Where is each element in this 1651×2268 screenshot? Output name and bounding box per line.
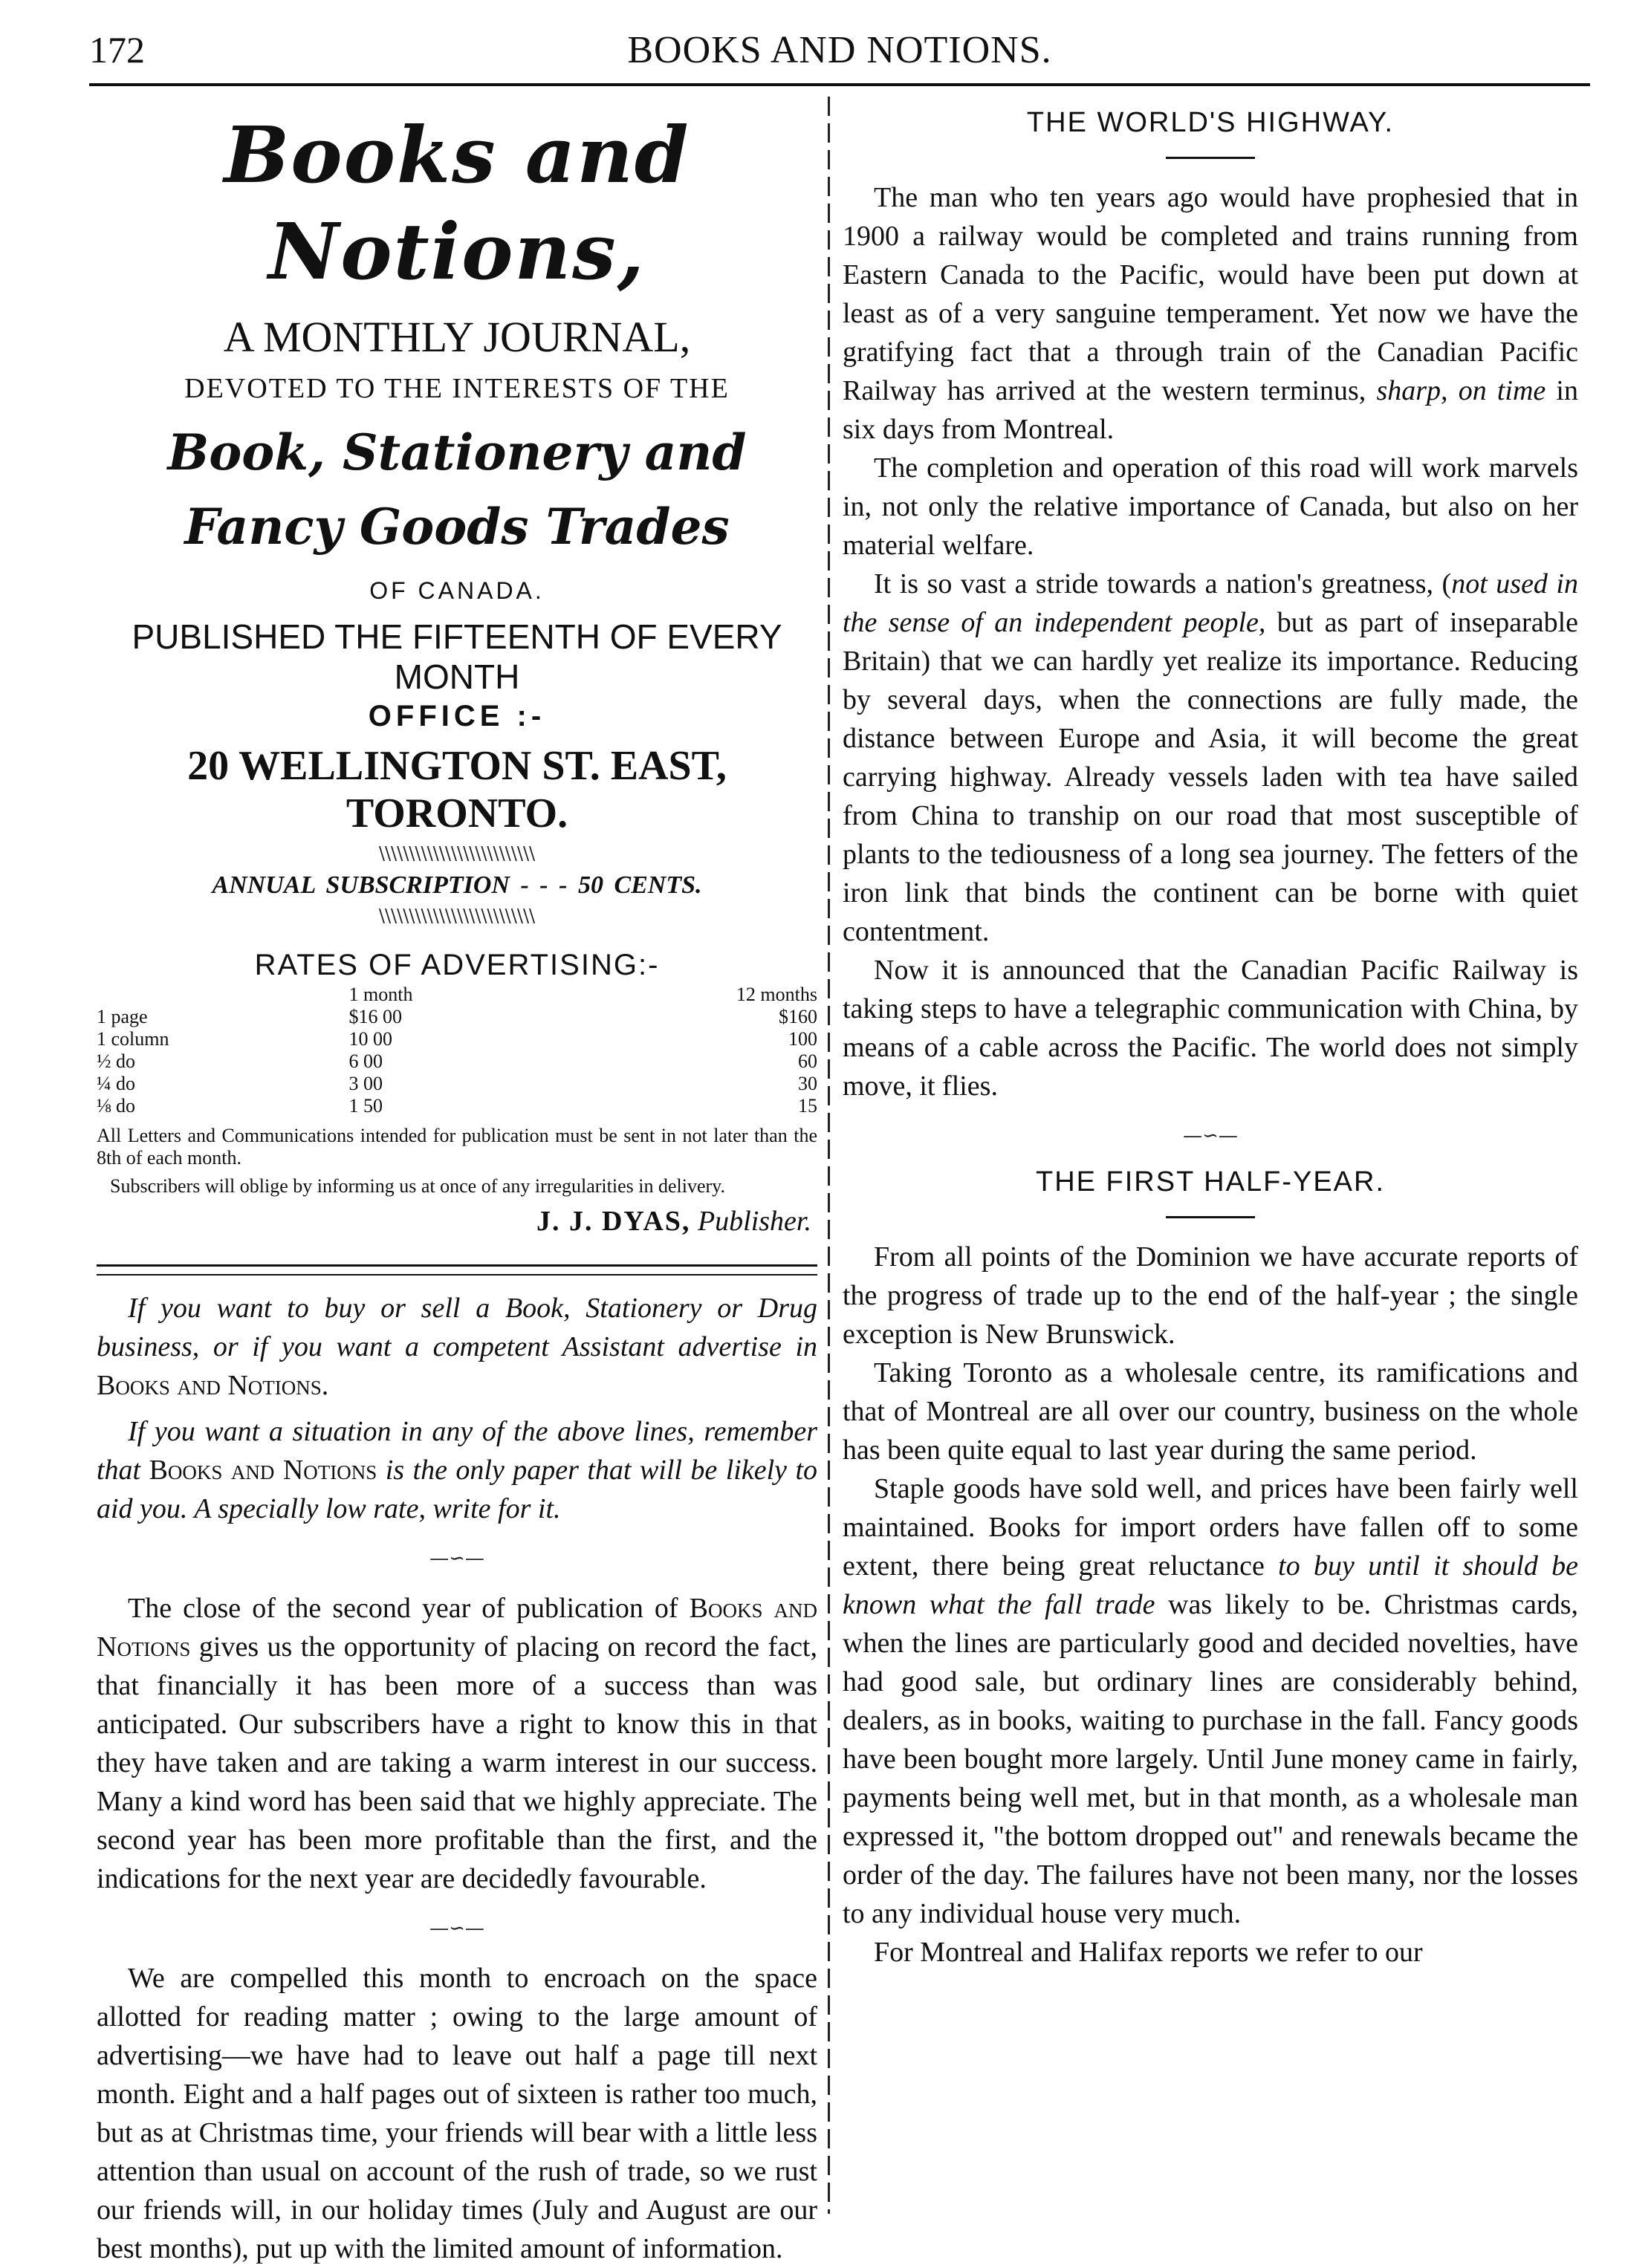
masthead-subtitle: A MONTHLY JOURNAL, bbox=[223, 313, 691, 361]
section-ornament: —∽— bbox=[1183, 1125, 1238, 1147]
zigzag-ornament: \\\\\\\\\\\\\\\\\\\\\\\\\\ bbox=[378, 906, 536, 926]
rate-month: 6 00 bbox=[348, 1050, 383, 1072]
running-header bbox=[89, 21, 1590, 80]
paragraph-text: was likely to be. Christmas cards, when the lines are particularly good and decided novelties, have had good sale, but ordinary lines are considerably behind, dealers, as in books, waiting to purchase in the fall. Fancy goods have been bought more largely. Until June money came in fairly, payments being well met, but in that month, as a wholesale man expressed it, "the bottom dropped out" and renewals became the order of the day. The failures have not been many, nor the losses to any individual house very much. bbox=[843, 1589, 1578, 1929]
rate-year: 100 bbox=[788, 1028, 817, 1050]
column-divider bbox=[828, 97, 830, 2214]
ad-paragraph bbox=[97, 1412, 817, 1528]
article-paragraph: Now it is announced that the Canadian Pacific Railway is taking steps to have a telegraphic communication with China, by means of a cable across the Pacific. The world does not simply move, it flies. bbox=[843, 955, 1578, 1102]
rate-year: $160 bbox=[779, 1006, 817, 1027]
rates-row bbox=[97, 1028, 817, 1050]
title-rule bbox=[1166, 1216, 1255, 1218]
emphasis-text: to buy until it should be known what the fall trade bbox=[843, 1550, 1578, 1620]
paragraph-text: but as part of inseparable Britain) that we can hardly yet realize its importance. Reducing by several days, when the connections are fully made, the distance between Europe and Asia, it will become the great carrying highway. Already vessels laden with tea have sailed from China to tranship on our road that most susceptible of plants to the tediousness of a long sea journey. The fetters of the iron link that binds the continent can be borne with quiet contentment. bbox=[843, 607, 1579, 947]
rate-item: ⅛ do bbox=[97, 1095, 135, 1117]
article-paragraph bbox=[843, 1469, 1578, 1933]
article-paragraph: For Montreal and Halifax reports we refer to our bbox=[874, 1937, 1423, 1968]
brand-name: Books and Notions bbox=[97, 1593, 817, 1663]
masthead-published: PUBLISHED THE FIFTEENTH OF EVERY MONTH bbox=[132, 617, 782, 696]
rate-year: 30 bbox=[798, 1073, 817, 1094]
second-year-paragraph bbox=[97, 1589, 817, 1898]
rate-month: 3 00 bbox=[348, 1073, 383, 1094]
annual-subscription: ANNUAL SUBSCRIPTION - - - 50 CENTS. bbox=[212, 871, 702, 899]
article-paragraph: Taking Toronto as a wholesale centre, its ramifications and that of Montreal are all over our country, business on the whole has been quite equal to last year during the same period. bbox=[843, 1357, 1578, 1466]
masthead-devoted: DEVOTED TO THE INTERESTS OF THE bbox=[184, 373, 730, 404]
rates-row bbox=[97, 1073, 817, 1095]
brand-name: Books and Notions bbox=[149, 1455, 377, 1486]
paragraph-text: in six days from Montreal. bbox=[843, 375, 1578, 445]
masthead-title: Books and Notions, bbox=[224, 109, 690, 297]
masthead-trades: Book, Stationery and Fancy Goods Trades bbox=[167, 423, 747, 556]
paragraph-text: gives us the opportunity of placing on record the fact, that financially it has been more of a success than was anticipated. Our subscribers have a right to know this in that they have taken and are taking a warm interest in our success. Many a kind word has been said that we highly appreciate. The second year has been more profitable than the first, and the indications for the next year are decidedly favourable. bbox=[97, 1631, 817, 1894]
ad-text: If you want to buy or sell a Book, Stationery or Drug business, or if you want a competent Assistant advertise in bbox=[97, 1293, 817, 1362]
rates-header-month: 1 month bbox=[348, 984, 413, 1005]
double-rule bbox=[97, 1264, 817, 1276]
rate-year: 15 bbox=[798, 1095, 817, 1117]
rates-row bbox=[97, 1050, 817, 1073]
rates-title: RATES OF ADVERTISING:- bbox=[254, 949, 660, 981]
section-ornament: —∽— bbox=[429, 1917, 484, 1940]
publisher-line bbox=[97, 1205, 817, 1238]
section-title-worlds-highway: THE WORLD'S HIGHWAY. bbox=[1026, 107, 1395, 138]
rate-month: $16 00 bbox=[348, 1006, 402, 1027]
paragraph-text: Staple goods have sold well, and prices have been fairly well maintained. Books for import orders have fallen off to some extent, there being great reluctance bbox=[843, 1473, 1578, 1582]
section-ornament: —∽— bbox=[429, 1547, 484, 1570]
masthead-country: OF CANADA. bbox=[369, 577, 545, 604]
brand-name: Books and Notions. bbox=[97, 1370, 329, 1401]
emphasis-text: not used in the sense of an independent people, bbox=[843, 568, 1578, 638]
paragraph-text: It is so vast a stride towards a nation's greatness, ( bbox=[874, 568, 1452, 600]
page-number: 172 bbox=[89, 29, 145, 71]
section-title-first-half-year: THE FIRST HALF-YEAR. bbox=[1035, 1166, 1386, 1198]
article-paragraph bbox=[843, 565, 1578, 951]
masthead-address: 20 WELLINGTON ST. EAST, TORONTO. bbox=[187, 743, 727, 836]
ad-text: If you want a situation in any of the above lines, remember that bbox=[97, 1416, 817, 1486]
rates-row bbox=[97, 1095, 817, 1117]
title-rule bbox=[1166, 157, 1255, 159]
zigzag-ornament: \\\\\\\\\\\\\\\\\\\\\\\\\\ bbox=[378, 843, 536, 864]
rate-month: 10 00 bbox=[348, 1028, 392, 1050]
paragraph-text: The man who ten years ago would have prophesied that in 1900 a railway would be completed and trains running from Eastern Canada to the Pacific, would have been put down at least as of a very sanguine temperament. Yet now we have the gratifying fact that a through train of the Canadian Pacific Railway has arrived at the western terminus, bbox=[843, 182, 1578, 406]
publisher-name: J. J. DYAS, bbox=[536, 1206, 691, 1237]
paragraph-text: The close of the second year of publication of bbox=[128, 1593, 690, 1624]
running-title: BOOKS AND NOTIONS. bbox=[627, 29, 1052, 71]
subscribers-note: Subscribers will oblige by informing us at once of any irregularities in delivery. bbox=[110, 1175, 725, 1197]
article-paragraph: The completion and operation of this road will work marvels in, not only the relative importance of Canada, but also on her material welfare. bbox=[843, 452, 1578, 561]
header-rule bbox=[89, 83, 1590, 86]
rates-header-year: 12 months bbox=[736, 984, 817, 1005]
rate-year: 60 bbox=[798, 1050, 817, 1072]
right-column bbox=[843, 97, 1578, 1972]
letters-note: All Letters and Communications intended for publication must be sent in not later than the 8th of each month. bbox=[97, 1125, 817, 1169]
emphasis-text: sharp, on time bbox=[1376, 375, 1546, 406]
rates-table bbox=[97, 984, 817, 1117]
rate-month: 1 50 bbox=[348, 1095, 383, 1117]
rates-row bbox=[97, 1006, 817, 1028]
rate-item: ¼ do bbox=[97, 1073, 135, 1094]
article-paragraph bbox=[843, 178, 1578, 449]
masthead-office: OFFICE :- bbox=[368, 700, 546, 732]
left-column bbox=[97, 97, 817, 2268]
article-paragraph: From all points of the Dominion we have accurate reports of the progress of trade up to the end of the half-year ; the single exception is New Brunswick. bbox=[843, 1241, 1578, 1350]
encroach-paragraph: We are compelled this month to encroach on the space allotted for reading matter ; owing to the large amount of advertising—we have had to leave out half a page till next month. Eight and a half pages out of sixteen is rather too much, but as at Christmas time, your friends will bear with a little less attention than usual on account of the rush of trade, so we rust our friends will, in our holiday times (July and August are our best months), put up with the limited amount of information. bbox=[97, 1963, 817, 2264]
ad-text: is the only paper that will be likely to aid you. A specially low rate, write for it. bbox=[97, 1455, 818, 1524]
rates-header-blank bbox=[97, 984, 349, 1006]
rate-item: ½ do bbox=[97, 1050, 135, 1072]
rate-item: 1 column bbox=[97, 1028, 169, 1050]
ad-paragraph bbox=[97, 1289, 817, 1405]
publisher-role: Publisher. bbox=[697, 1206, 811, 1237]
rate-item: 1 page bbox=[97, 1006, 148, 1027]
